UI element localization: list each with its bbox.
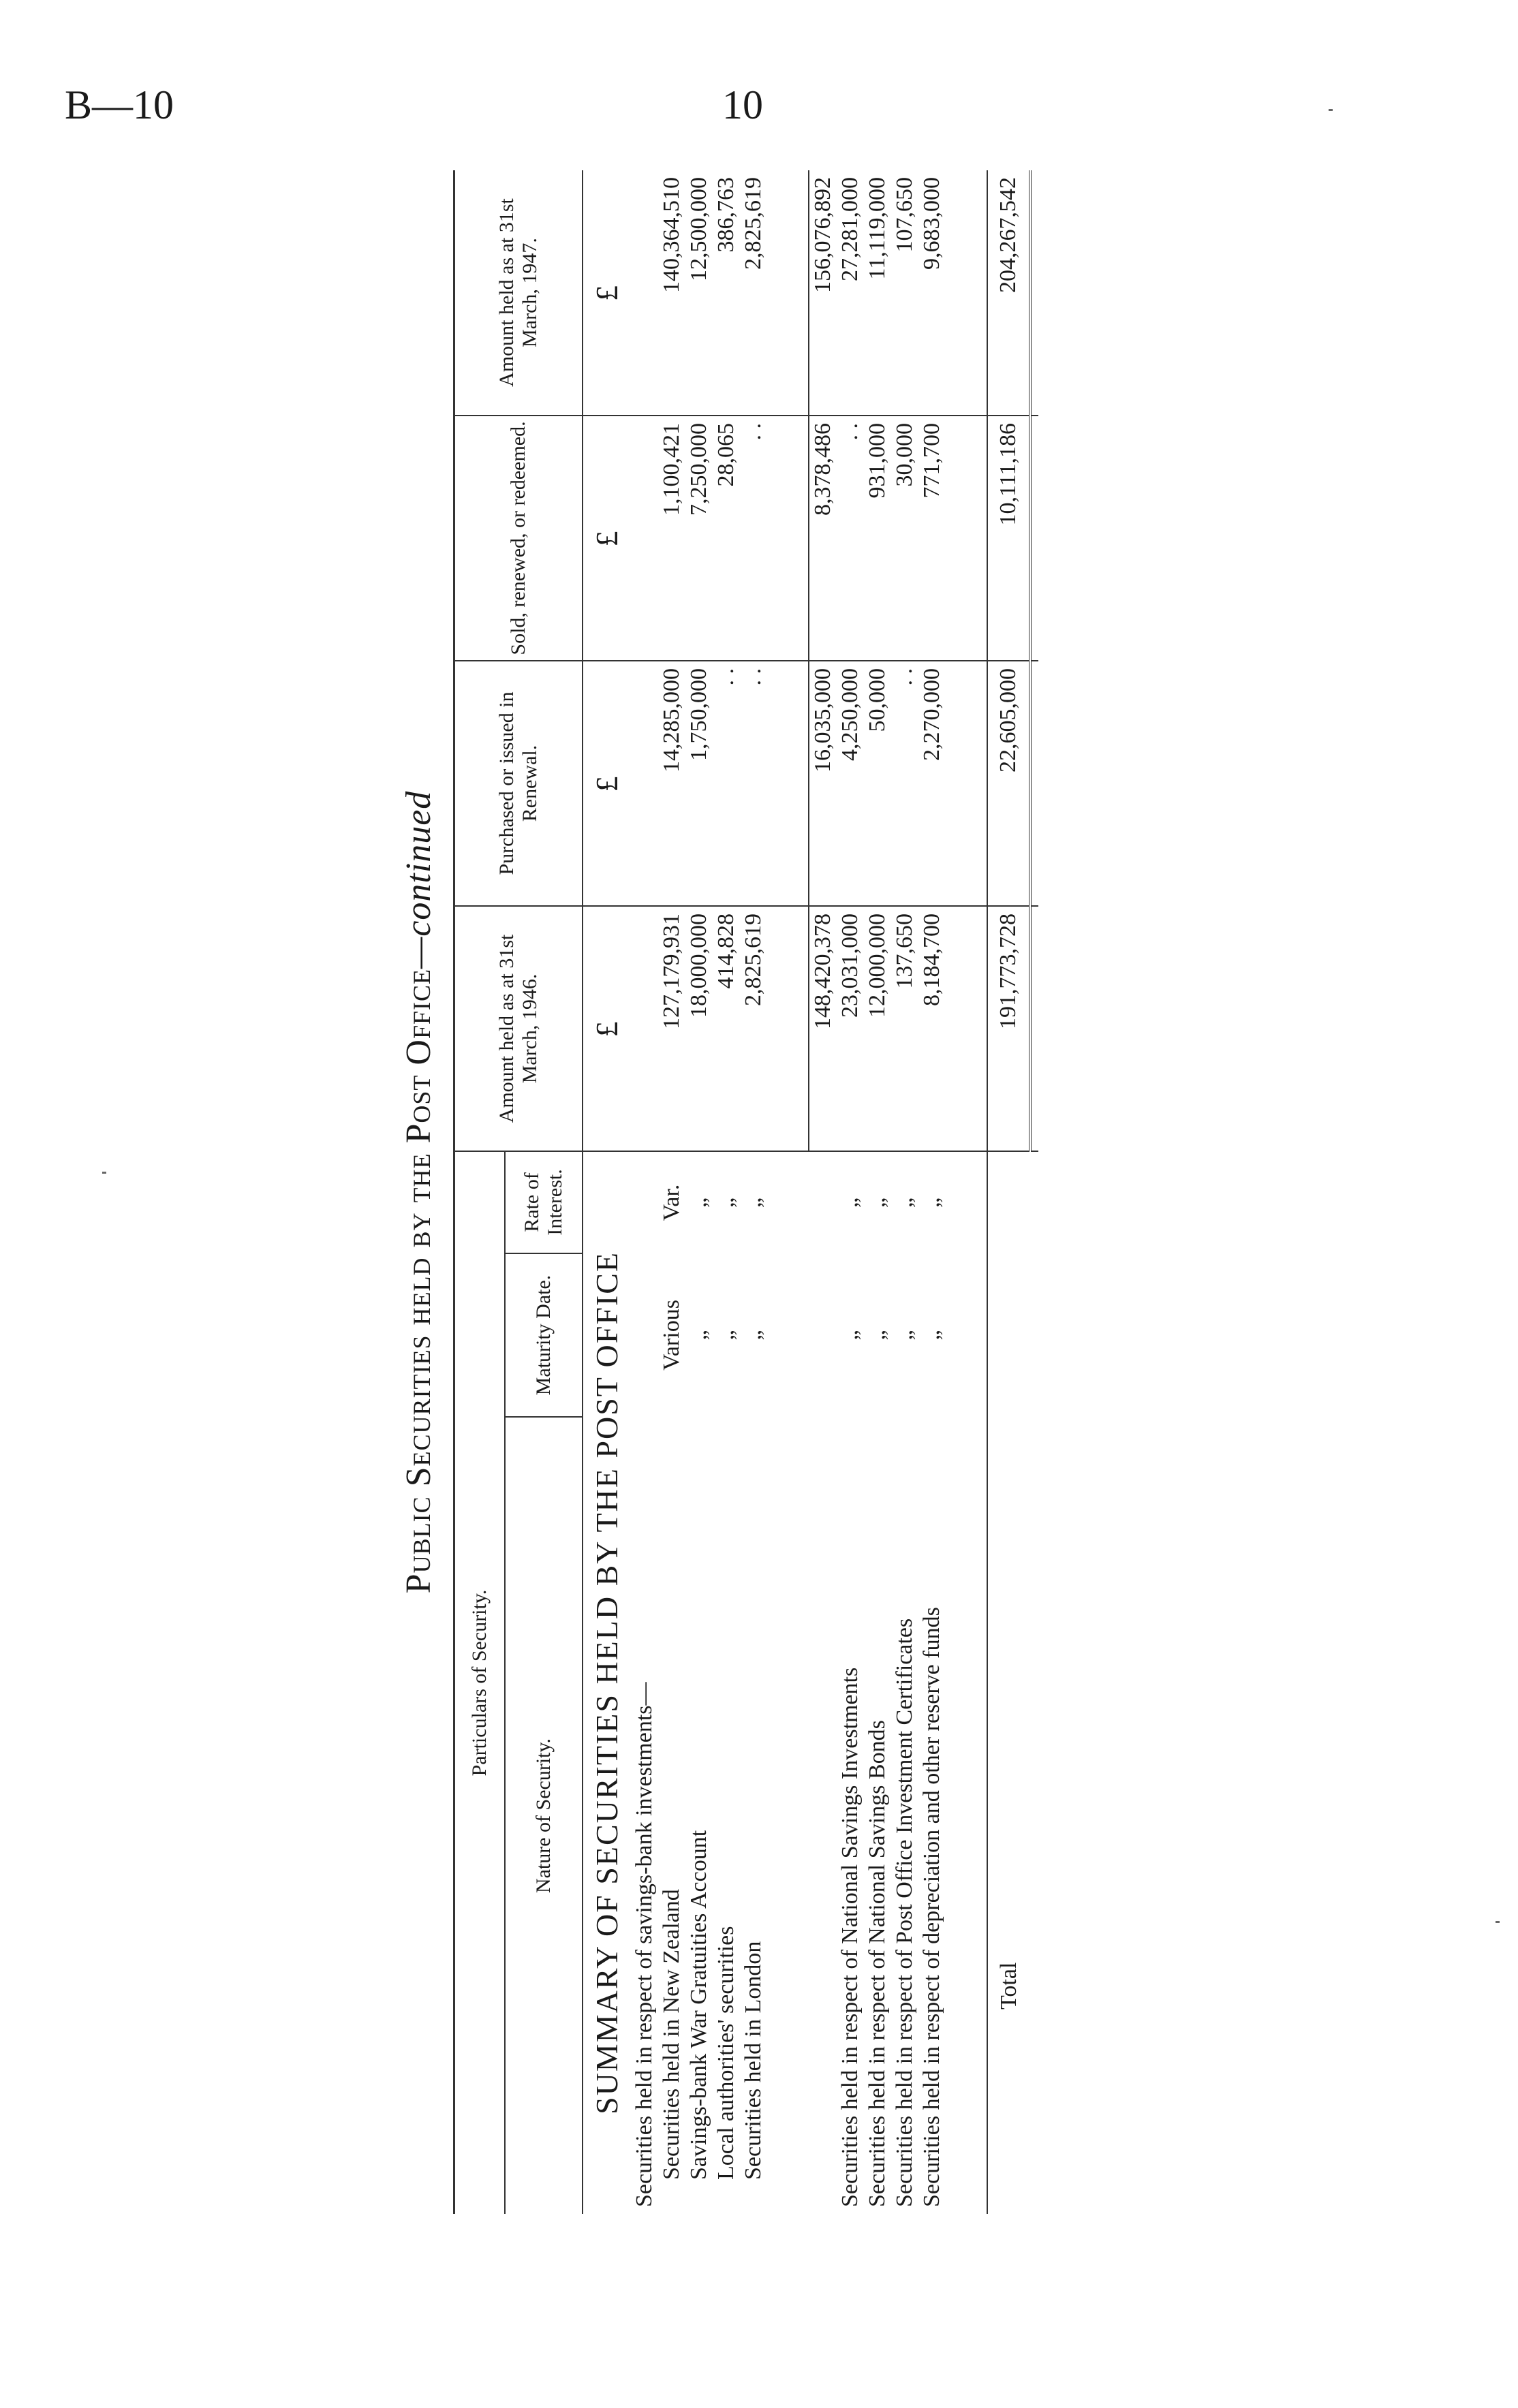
header-held-1947: Amount held as at 31st March, 1947. xyxy=(454,170,583,416)
unit-pound: £ xyxy=(583,906,631,1151)
total-held-1947: 204,267,542 xyxy=(987,170,1030,416)
cell-maturity: „ xyxy=(741,1330,766,1341)
cell-purchased: 50,000 xyxy=(864,661,891,906)
page-number: 10 xyxy=(722,82,763,127)
cell-rate: „ xyxy=(713,1197,739,1208)
header-held-1946: Amount held as at 31st March, 1946. xyxy=(454,906,583,1151)
cell-held-1946: 414,828 xyxy=(713,906,740,1151)
summary-heading-row xyxy=(583,170,631,2214)
cell-sold: 28,065 xyxy=(713,416,740,661)
scan-speck xyxy=(1329,109,1333,111)
cell-sold: 7,250,000 xyxy=(685,416,713,661)
cell-rate: „ xyxy=(919,1197,944,1208)
cell-held-1946: 148,420,378 xyxy=(809,906,837,1151)
total-row xyxy=(987,170,1030,2214)
table-row xyxy=(631,170,658,2214)
cell-sold: 8,378,486 xyxy=(809,416,837,661)
cell-sold: 1,100,421 xyxy=(658,416,685,661)
cell-held-1947: 11,119,000 xyxy=(864,170,891,416)
cell-sold: 931,000 xyxy=(864,416,891,661)
cell-purchased: 14,285,000 xyxy=(658,661,685,906)
header-rate: Rate of Interest. xyxy=(505,1151,583,1253)
cell-held-1947: 9,683,000 xyxy=(918,170,946,416)
cell-maturity xyxy=(631,1253,658,1417)
cell-rate: „ xyxy=(892,1197,917,1208)
unit-pound: £ xyxy=(583,416,631,661)
cell-maturity: „ xyxy=(837,1330,863,1341)
cell-rate: Var. xyxy=(659,1184,684,1221)
cell-nature: Securities held in respect of savings-bank investments— xyxy=(632,1682,657,2207)
cell-maturity xyxy=(809,1253,837,1417)
table-row xyxy=(713,170,740,2214)
total-held-1946: 191,773,728 xyxy=(987,906,1030,1151)
table-row xyxy=(740,170,767,2214)
cell-sold: 771,700 xyxy=(918,416,946,661)
header-purchased: Purchased or issued in Renewal. xyxy=(454,661,583,906)
table-row xyxy=(658,170,685,2214)
cell-held-1947: 156,076,892 xyxy=(809,170,837,416)
cell-held-1947: 27,281,000 xyxy=(837,170,864,416)
cell-held-1947: 140,364,510 xyxy=(658,170,685,416)
cell-sold: . . xyxy=(837,416,864,661)
cell-nature: Securities held in respect of depreciation and other reserve funds xyxy=(919,1607,944,2207)
cell-sold xyxy=(631,416,658,661)
cell-held-1947: 386,763 xyxy=(713,170,740,416)
unit-pound: £ xyxy=(583,661,631,906)
cell-purchased: 1,750,000 xyxy=(685,661,713,906)
cell-nature: Savings-bank War Gratuities Account xyxy=(686,1830,711,2180)
cell-held-1947 xyxy=(631,170,658,416)
cell-nature: Securities held in New Zealand xyxy=(659,1889,684,2180)
cell-nature: Securities held in London xyxy=(741,1941,766,2180)
summary-heading: SUMMARY OF SECURITIES HELD BY THE POST OFFICE xyxy=(589,1251,624,2115)
cell-sold: 30,000 xyxy=(891,416,918,661)
table-row xyxy=(918,170,946,2214)
table-row xyxy=(864,170,891,2214)
cell-maturity: „ xyxy=(892,1330,917,1341)
cell-held-1946 xyxy=(631,906,658,1151)
cell-purchased xyxy=(631,661,658,906)
cell-purchased: 16,035,000 xyxy=(809,661,837,906)
cell-rate: „ xyxy=(686,1197,711,1208)
unit-pound: £ xyxy=(583,170,631,416)
cell-held-1946: 18,000,000 xyxy=(685,906,713,1151)
cell-held-1946: 23,031,000 xyxy=(837,906,864,1151)
cell-held-1946: 127,179,931 xyxy=(658,906,685,1151)
header-maturity: Maturity Date. xyxy=(505,1253,583,1417)
cell-rate xyxy=(809,1151,837,1253)
cell-held-1946: 137,650 xyxy=(891,906,918,1151)
total-label: Total xyxy=(987,1417,1030,2214)
cell-maturity: „ xyxy=(865,1330,890,1341)
total-purchased: 22,605,000 xyxy=(987,661,1030,906)
cell-maturity: „ xyxy=(713,1330,739,1341)
cell-purchased: . . xyxy=(740,661,767,906)
cell-maturity: „ xyxy=(919,1330,944,1341)
page-title: Public Securities held by the Post Office—continued xyxy=(399,790,438,1594)
cell-held-1947: 2,825,619 xyxy=(740,170,767,416)
table-row xyxy=(685,170,713,2214)
cell-maturity: „ xyxy=(686,1330,711,1341)
rotated-table-block xyxy=(392,170,1073,2214)
cell-nature: Securities held in respect of Post Office Investment Certificates xyxy=(892,1618,917,2207)
header-sold: Sold, renewed, or redeemed. xyxy=(454,416,583,661)
table-row xyxy=(837,170,864,2214)
cell-purchased: 2,270,000 xyxy=(918,661,946,906)
cell-rate: „ xyxy=(741,1197,766,1208)
cell-held-1947: 12,500,000 xyxy=(685,170,713,416)
cell-nature: Securities held in respect of National Savings Investments xyxy=(837,1667,863,2207)
scan-speck xyxy=(1496,1921,1500,1923)
cell-held-1947: 107,650 xyxy=(891,170,918,416)
scan-speck xyxy=(102,1172,106,1174)
table-row xyxy=(809,170,837,2214)
cell-purchased: . . xyxy=(891,661,918,906)
cell-nature: Securities held in respect of National Savings Bonds xyxy=(865,1720,890,2207)
header-nature: Nature of Security. xyxy=(505,1417,583,2214)
cell-held-1946: 2,825,619 xyxy=(740,906,767,1151)
header-particulars: Particulars of Security. xyxy=(454,1151,506,2214)
cell-rate: „ xyxy=(865,1197,890,1208)
cell-held-1946: 12,000,000 xyxy=(864,906,891,1151)
document-reference: B—10 xyxy=(65,82,174,127)
cell-nature xyxy=(809,1417,837,2214)
cell-purchased: . . xyxy=(713,661,740,906)
cell-purchased: 4,250,000 xyxy=(837,661,864,906)
cell-maturity: Various xyxy=(659,1300,684,1371)
table-row xyxy=(891,170,918,2214)
cell-held-1946: 8,184,700 xyxy=(918,906,946,1151)
cell-rate xyxy=(631,1151,658,1253)
cell-nature: Local authorities' securities xyxy=(713,1926,739,2180)
cell-rate: „ xyxy=(837,1197,863,1208)
cell-sold: . . xyxy=(740,416,767,661)
total-sold: 10,111,186 xyxy=(987,416,1030,661)
securities-table xyxy=(453,170,1038,2214)
